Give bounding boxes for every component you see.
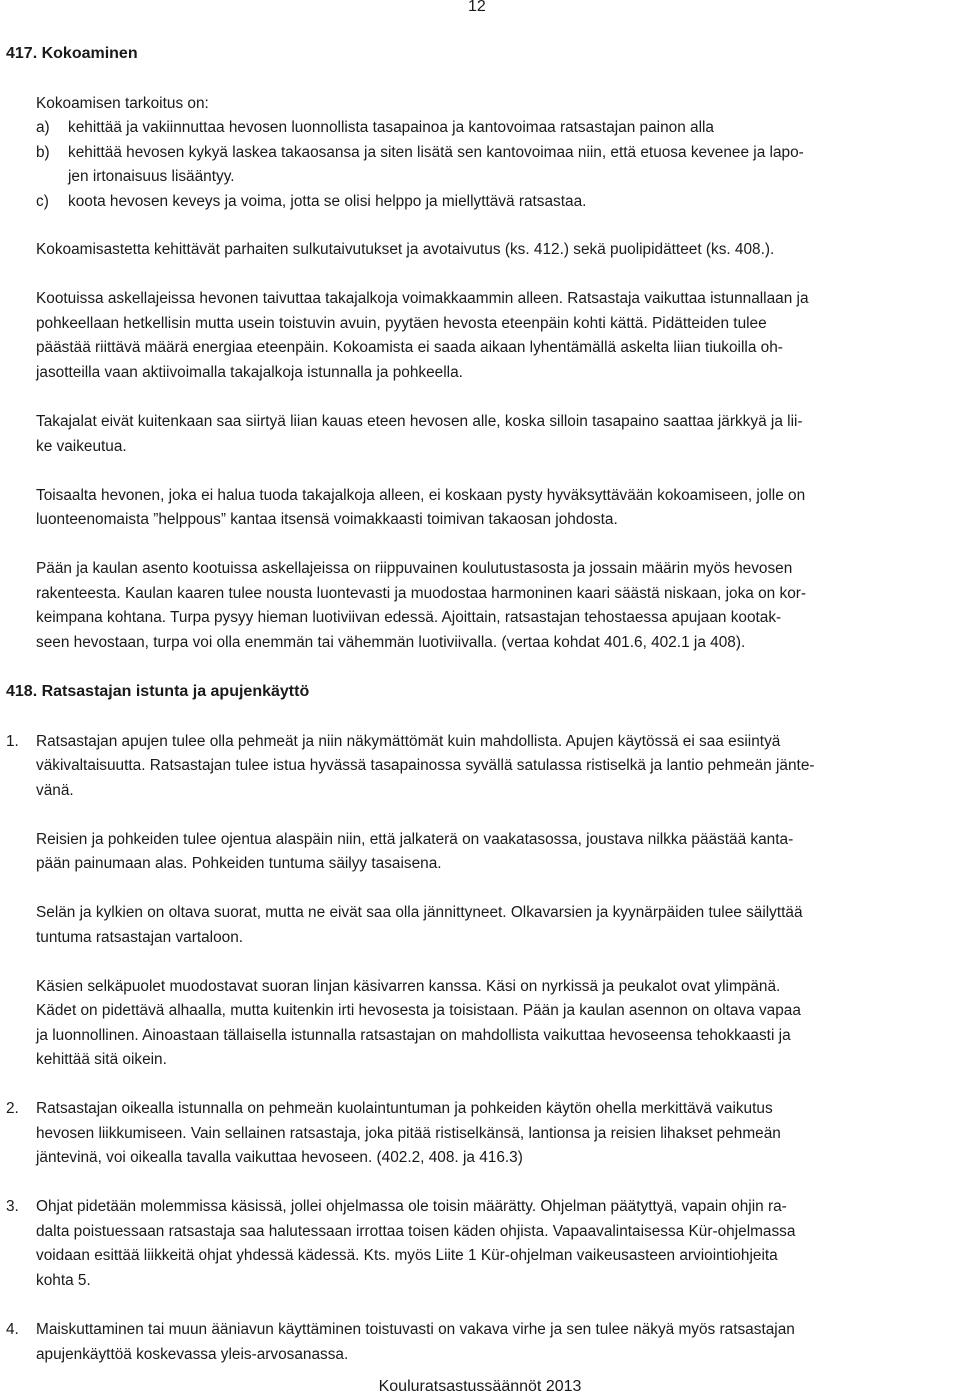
item-number-3: 3. <box>6 1198 19 1215</box>
paragraph-line: hevosen liikkumiseen. Vain sellainen ratsastaja, joka pitää ristiselkänsä, lantionsa ja reisien lihakset pehmeän <box>36 1125 781 1142</box>
paragraph-line: keimpana kohtana. Turpa pysyy hieman luotiviivan edessä. Ajoittain, ratsastajan tehostaessa apujaan kootak- <box>36 609 782 626</box>
paragraph-line: dalta poistuessaan ratsastaja saa halutessaan irrottaa toisen käden ohjista. Vapaavalintaisessa Kür-ohjelmassa <box>36 1223 796 1240</box>
paragraph-line: luonteenomaista ”helppous” kantaa itsensä voimakkaasti toimivan takaosan johdosta. <box>36 511 618 528</box>
paragraph-line: jäntevinä, voi oikealla tavalla vaikuttaa hevoseen. (402.2, 408. ja 416.3) <box>36 1149 523 1166</box>
paragraph-line: voidaan esittää liikkeitä ohjat yhdessä kädessä. Kts. myös Liite 1 Kür-ohjelman vaikeusasteen arviointiohjeita <box>36 1247 778 1264</box>
paragraph-line: kehittää sitä oikein. <box>36 1051 167 1068</box>
paragraph-line: Kädet on pidettävä alhaalla, mutta kuitenkin irti hevosesta ja toisistaan. Pään ja kaulan asennon on oltava vapaa <box>36 1002 801 1019</box>
paragraph-line: Takajalat eivät kuitenkaan saa siirtyä liian kauas eteen hevosen alle, koska silloin tasapaino saattaa järkkyä ja lii- <box>36 413 803 430</box>
section-417-heading: 417. Kokoaminen <box>6 45 138 62</box>
paragraph-line: Pään ja kaulan asento kootuissa askellajeissa on riippuvainen koulutustasosta ja jossain määrin myös hevosen <box>36 560 793 577</box>
paragraph-line: pään painumaan alas. Pohkeiden tuntuma säilyy tasaisena. <box>36 855 442 872</box>
paragraph-line: Ohjat pidetään molemmissa käsissä, jollei ohjelmassa ole toisin määrätty. Ohjelman päätyttyä, vapain ohjin ra- <box>36 1198 787 1215</box>
page-number: 12 <box>468 0 486 15</box>
paragraph-line: jasotteilla vaan aktiivoimalla takajalkoja istunnalla ja pohkeella. <box>36 364 463 381</box>
item-number-2: 2. <box>6 1100 19 1117</box>
paragraph-line: Käsien selkäpuolet muodostavat suoran linjan käsivarren kanssa. Käsi on nyrkissä ja peukalot ovat ylimpänä. <box>36 978 781 995</box>
paragraph-kokoamisastetta: Kokoamisastetta kehittävät parhaiten sulkutaivutukset ja avotaivutus (ks. 412.) sekä puolipidätteet (ks. 408.). <box>36 241 775 258</box>
paragraph-line: ke vaikeutua. <box>36 438 127 455</box>
paragraph-line: pohkeellaan hetkellisin mutta usein toistuvin avuin, pyytäen hevosta eteenpäin kohti kättä. Pidätteiden tulee <box>36 315 767 332</box>
page-footer: Kouluratsastussäännöt 2013 <box>378 1378 582 1395</box>
paragraph-line: väkivaltaisuutta. Ratsastajan tulee istua hyvässä tasapainossa syvällä satulassa ristiselkä ja lantio pehmeän jänte- <box>36 757 815 774</box>
list-marker-c: c) <box>36 193 49 210</box>
paragraph-line: Reisien ja pohkeiden tulee ojentua alaspäin niin, että jalkaterä on vaakatasossa, joustava nilkka päästää kanta- <box>36 831 794 848</box>
paragraph-line: Ratsastajan oikealla istunnalla on pehmeän kuolaintuntuman ja pohkeiden käytön ohella merkittävä vaikutus <box>36 1100 773 1117</box>
section-417-intro: Kokoamisen tarkoitus on: <box>36 95 209 112</box>
paragraph-line: apujenkäyttöä koskevassa yleis-arvosanassa. <box>36 1346 349 1363</box>
paragraph-line: päästää riittävä määrä energiaa eteenpäin. Kokoamista ei saada aikaan lyhentämällä askelta liian tiukoilla oh- <box>36 339 783 356</box>
paragraph-line: Selän ja kylkien on oltava suorat, mutta ne eivät saa olla jännittyneet. Olkavarsien ja kyynärpäiden tulee säilyttää <box>36 904 803 921</box>
list-text-b-line2: jen irtonaisuus lisääntyy. <box>68 168 235 185</box>
list-text-a: kehittää ja vakiinnuttaa hevosen luonnollista tasapainoa ja kantovoimaa ratsastajan painon alla <box>68 119 714 136</box>
paragraph-line: rakenteesta. Kaulan kaaren tulee nousta luontevasti ja muodostaa harmoninen kaari säästä niskaan, joka on kor- <box>36 585 807 602</box>
item-number-4: 4. <box>6 1321 19 1338</box>
list-marker-a: a) <box>36 119 50 136</box>
paragraph-line: Maiskuttaminen tai muun ääniavun käyttäminen toistuvasti on vakava virhe ja sen tulee näkyä myös ratsastajan <box>36 1321 795 1338</box>
paragraph-line: tuntuma ratsastajan vartaloon. <box>36 929 244 946</box>
list-text-b-line1: kehittää hevosen kykyä laskea takaosansa ja siten lisätä sen kantovoimaa niin, että etuosa kevenee ja lapo- <box>68 144 804 161</box>
item-number-1: 1. <box>6 733 19 750</box>
paragraph-line: Ratsastajan apujen tulee olla pehmeät ja niin näkymättömät kuin mahdollista. Apujen käytössä ei saa esiintyä <box>36 733 781 750</box>
paragraph-line: seen hevostaan, turpa voi olla enemmän tai vähemmän luotiviivalla. (vertaa kohdat 401.6, 402.1 ja 408). <box>36 634 746 651</box>
paragraph-line: Kootuissa askellajeissa hevonen taivuttaa takajalkoja voimakkaammin alleen. Ratsastaja vaikuttaa istunnallaan ja <box>36 290 809 307</box>
paragraph-line: Toisaalta hevonen, joka ei halua tuoda takajalkoja alleen, ei koskaan pysty hyväksyttävään kokoamiseen, jolle on <box>36 487 806 504</box>
paragraph-line: ja luonnollinen. Ainoastaan tällaisella istunnalla ratsastajan on mahdollista vaikuttaa hevoseensa tehokkaasti ja <box>36 1027 791 1044</box>
paragraph-line: vänä. <box>36 782 74 799</box>
list-text-c: koota hevosen keveys ja voima, jotta se olisi helppo ja miellyttävä ratsastaa. <box>68 193 587 210</box>
paragraph-line: kohta 5. <box>36 1272 91 1289</box>
list-marker-b: b) <box>36 144 50 161</box>
section-418-heading: 418. Ratsastajan istunta ja apujenkäyttö <box>6 683 310 700</box>
